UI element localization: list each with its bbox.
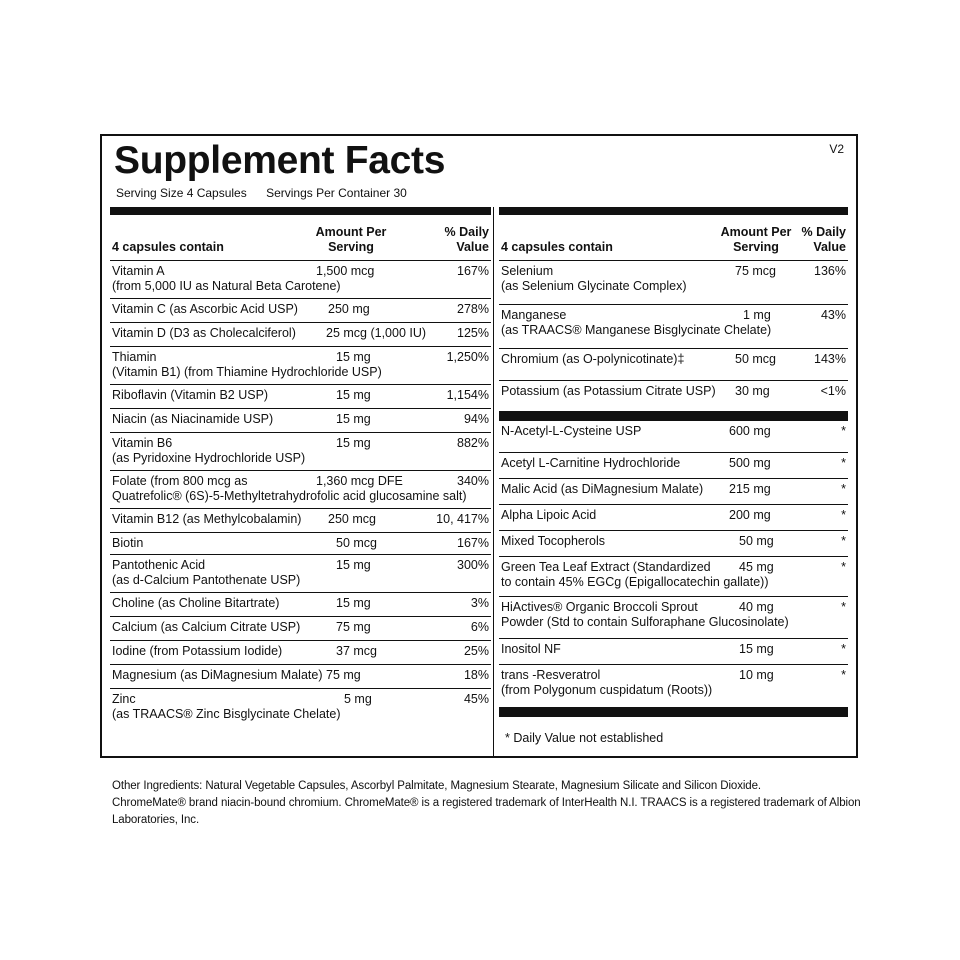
nutrient-amount: 15 mg: [336, 558, 371, 572]
nutrient-amount: 200 mg: [729, 508, 771, 522]
nutrient-amount: 15 mg: [336, 388, 371, 402]
nutrient-daily-value: 25%: [463, 644, 489, 658]
nutrient-daily-value: 278%: [457, 302, 489, 316]
nutrient-row: [110, 261, 491, 299]
nutrient-daily-value: 94%: [463, 412, 489, 426]
nutrient-amount: 10 mg: [739, 668, 774, 682]
supplement-facts-panel: [100, 134, 858, 758]
nutrient-daily-value: 1,154%: [446, 388, 489, 402]
nutrient-row: [110, 385, 491, 409]
nutrient-name: Acetyl L-Carnitine Hydrochloride: [501, 456, 681, 470]
nutrient-row: [499, 421, 848, 453]
column-header: [499, 215, 848, 261]
nutrient-amount: 75 mg: [336, 620, 371, 634]
nutrient-daily-value: 125%: [457, 326, 489, 340]
nutrient-amount: 40 mg: [739, 600, 774, 614]
nutrient-amount: 15 mg: [336, 596, 371, 610]
column-header: [110, 215, 491, 261]
nutrient-daily-value: 45%: [463, 692, 489, 706]
nutrient-name: Thiamin: [112, 350, 157, 364]
nutrient-amount: 45 mg: [739, 560, 774, 574]
header-contains: 4 capsules contain: [501, 240, 613, 254]
nutrient-amount: 1,500 mcg: [316, 264, 375, 278]
nutrient-source: (as Pyridoxine Hydrochloride USP): [112, 451, 306, 465]
nutrient-amount: 1 mg: [743, 308, 771, 322]
nutrient-row: [499, 639, 848, 665]
nutrient-amount: 37 mcg: [336, 644, 377, 658]
nutrient-row: [499, 453, 848, 479]
nutrient-amount: 500 mg: [729, 456, 771, 470]
nutrient-daily-value: 1,250%: [446, 350, 489, 364]
version-label: V2: [829, 142, 844, 156]
nutrient-name: Manganese: [501, 308, 567, 322]
nutrient-name: Folate (from 800 mcg as: [112, 474, 248, 488]
nutrient-amount: 215 mg: [729, 482, 771, 496]
nutrient-row: [110, 665, 491, 689]
nutrient-name: Vitamin B12 (as Methylcobalamin): [112, 512, 302, 526]
nutrient-row: [499, 531, 848, 557]
nutrient-daily-value: *: [841, 456, 846, 470]
nutrient-amount: 75 mg: [326, 668, 361, 682]
nutrient-daily-value: 300%: [457, 558, 489, 572]
nutrient-row: [110, 593, 491, 617]
nutrient-daily-value: 43%: [820, 308, 846, 322]
nutrient-name: Selenium: [501, 264, 554, 278]
nutrient-row: [110, 689, 491, 727]
nutrient-daily-value: *: [841, 600, 846, 614]
serving-info: [116, 186, 423, 200]
nutrient-amount: 1,360 mcg DFE: [316, 474, 403, 488]
nutrient-daily-value: 10, 417%: [436, 512, 489, 526]
right-mineral-list: [499, 261, 848, 411]
nutrient-daily-value: 340%: [457, 474, 489, 488]
column-divider: [493, 207, 494, 756]
nutrient-name: N-Acetyl-L-Cysteine USP: [501, 424, 642, 438]
nutrient-row: [499, 305, 848, 349]
nutrient-source: (from Polygonum cuspidatum (Roots)): [501, 683, 713, 697]
nutrient-amount: 15 mg: [336, 412, 371, 426]
nutrient-source: (from 5,000 IU as Natural Beta Carotene): [112, 279, 341, 293]
nutrient-name: Calcium (as Calcium Citrate USP): [112, 620, 301, 634]
nutrient-name: Vitamin C (as Ascorbic Acid USP): [112, 302, 298, 316]
nutrient-name: Riboflavin (Vitamin B2 USP): [112, 388, 269, 402]
nutrient-amount: 30 mg: [735, 384, 770, 398]
nutrient-amount: 50 mcg: [735, 352, 776, 366]
left-column: [110, 207, 491, 756]
nutrient-row: [499, 479, 848, 505]
thick-rule: [499, 207, 848, 215]
nutrient-name: Mixed Tocopherols: [501, 534, 605, 548]
nutrient-name: Vitamin A: [112, 264, 165, 278]
nutrient-daily-value: <1%: [820, 384, 846, 398]
nutrient-row: [110, 409, 491, 433]
nutrient-daily-value: 143%: [814, 352, 846, 366]
header-contains: 4 capsules contain: [112, 240, 224, 254]
nutrient-name: Niacin (as Niacinamide USP): [112, 412, 274, 426]
nutrient-daily-value: *: [841, 642, 846, 656]
nutrient-amount: 15 mg: [336, 436, 371, 450]
header-amount: Amount Per Serving: [720, 225, 792, 254]
nutrient-row: [110, 641, 491, 665]
other-ingredients-block: [112, 778, 862, 829]
nutrient-daily-value: 167%: [457, 536, 489, 550]
left-nutrient-list: [110, 261, 491, 727]
nutrient-row: [110, 509, 491, 533]
nutrient-row: [110, 555, 491, 593]
nutrient-row: [110, 617, 491, 641]
nutrient-source: (as TRAACS® Manganese Bisglycinate Chelate): [501, 323, 772, 337]
nutrient-daily-value: *: [841, 560, 846, 574]
nutrient-name: Chromium (as O-polynicotinate)‡: [501, 352, 685, 366]
nutrient-row: [110, 299, 491, 323]
nutrient-amount: 15 mg: [739, 642, 774, 656]
nutrient-row: [110, 347, 491, 385]
nutrient-amount: 5 mg: [344, 692, 372, 706]
nutrient-amount: 25 mcg (1,000 IU): [326, 326, 427, 340]
nutrient-name: HiActives® Organic Broccoli Sprout: [501, 600, 698, 614]
right-column: [499, 207, 848, 756]
nutrient-daily-value: 6%: [470, 620, 489, 634]
nutrient-row: [110, 323, 491, 347]
nutrient-amount: 50 mg: [739, 534, 774, 548]
nutrient-source: Powder (Std to contain Sulforaphane Glucosinolate): [501, 615, 789, 629]
nutrient-source: to contain 45% EGCg (Epigallocatechin gallate)): [501, 575, 769, 589]
nutrient-name: Green Tea Leaf Extract (Standardized: [501, 560, 711, 574]
nutrient-amount: 15 mg: [336, 350, 371, 364]
nutrient-row: [499, 597, 848, 639]
nutrient-name: Potassium (as Potassium Citrate USP): [501, 384, 716, 398]
nutrient-name: Pantothenic Acid: [112, 558, 206, 572]
nutrient-row: [499, 381, 848, 411]
nutrient-daily-value: 18%: [463, 668, 489, 682]
header-daily-value: % Daily Value: [801, 225, 846, 254]
nutrient-amount: 50 mcg: [336, 536, 377, 550]
nutrient-name: Inositol NF: [501, 642, 561, 656]
nutrient-row: [110, 433, 491, 471]
nutrient-row: [110, 471, 491, 509]
nutrient-daily-value: 167%: [457, 264, 489, 278]
nutrient-name: Malic Acid (as DiMagnesium Malate): [501, 482, 704, 496]
nutrient-name: Zinc: [112, 692, 136, 706]
nutrient-source: Quatrefolic® (6S)-5-Methyltetrahydrofolic acid glucosamine salt): [112, 489, 467, 503]
trademark-text: ChromeMate® brand niacin-bound chromium. ChromeMate® is a registered trademark of InterHealth N.I. TRAACS is a registered trademark of Albion Laboratories, Inc.: [112, 797, 861, 826]
nutrient-row: [499, 261, 848, 305]
nutrient-source: (as d-Calcium Pantothenate USP): [112, 573, 301, 587]
nutrient-row: [499, 665, 848, 707]
nutrient-daily-value: *: [841, 534, 846, 548]
nutrient-row: [499, 505, 848, 531]
nutrient-amount: 75 mcg: [735, 264, 776, 278]
right-other-list: [499, 421, 848, 707]
nutrient-daily-value: 3%: [470, 596, 489, 610]
nutrient-name: Vitamin B6: [112, 436, 173, 450]
serving-size: Serving Size 4 Capsules: [116, 186, 247, 200]
nutrient-daily-value: *: [841, 424, 846, 438]
other-ingredients-text: Other Ingredients: Natural Vegetable Capsules, Ascorbyl Palmitate, Magnesium Stearate, Magnesium Silicate and Silicon Dioxide.: [112, 780, 761, 792]
nutrient-row: [499, 349, 848, 381]
nutrient-name: Alpha Lipoic Acid: [501, 508, 597, 522]
servings-per-container: Servings Per Container 30: [266, 186, 407, 200]
nutrient-daily-value: 136%: [814, 264, 846, 278]
daily-value-footnote: * Daily Value not established: [505, 731, 664, 745]
nutrient-name: Magnesium (as DiMagnesium Malate): [112, 668, 323, 682]
nutrient-name: Biotin: [112, 536, 144, 550]
thick-rule: [110, 207, 491, 215]
nutrient-daily-value: 882%: [457, 436, 489, 450]
thick-rule: [499, 411, 848, 421]
nutrient-name: Iodine (from Potassium Iodide): [112, 644, 283, 658]
header-amount: Amount Per Serving: [315, 225, 387, 254]
nutrient-source: (as Selenium Glycinate Complex): [501, 279, 687, 293]
nutrient-row: [499, 557, 848, 597]
nutrient-name: Choline (as Choline Bitartrate): [112, 596, 280, 610]
nutrient-row: [110, 533, 491, 555]
nutrient-source: (as TRAACS® Zinc Bisglycinate Chelate): [112, 707, 341, 721]
nutrient-name: Vitamin D (D3 as Cholecalciferol): [112, 326, 296, 340]
nutrient-name: trans -Resveratrol: [501, 668, 601, 682]
nutrient-daily-value: *: [841, 668, 846, 682]
header-daily-value: % Daily Value: [444, 225, 489, 254]
nutrient-amount: 250 mcg: [328, 512, 376, 526]
nutrient-daily-value: *: [841, 482, 846, 496]
panel-title: Supplement Facts: [114, 139, 446, 182]
thick-rule: [499, 707, 848, 717]
nutrient-source: (Vitamin B1) (from Thiamine Hydrochloride USP): [112, 365, 382, 379]
nutrient-amount: 600 mg: [729, 424, 771, 438]
nutrient-daily-value: *: [841, 508, 846, 522]
nutrient-amount: 250 mg: [328, 302, 370, 316]
